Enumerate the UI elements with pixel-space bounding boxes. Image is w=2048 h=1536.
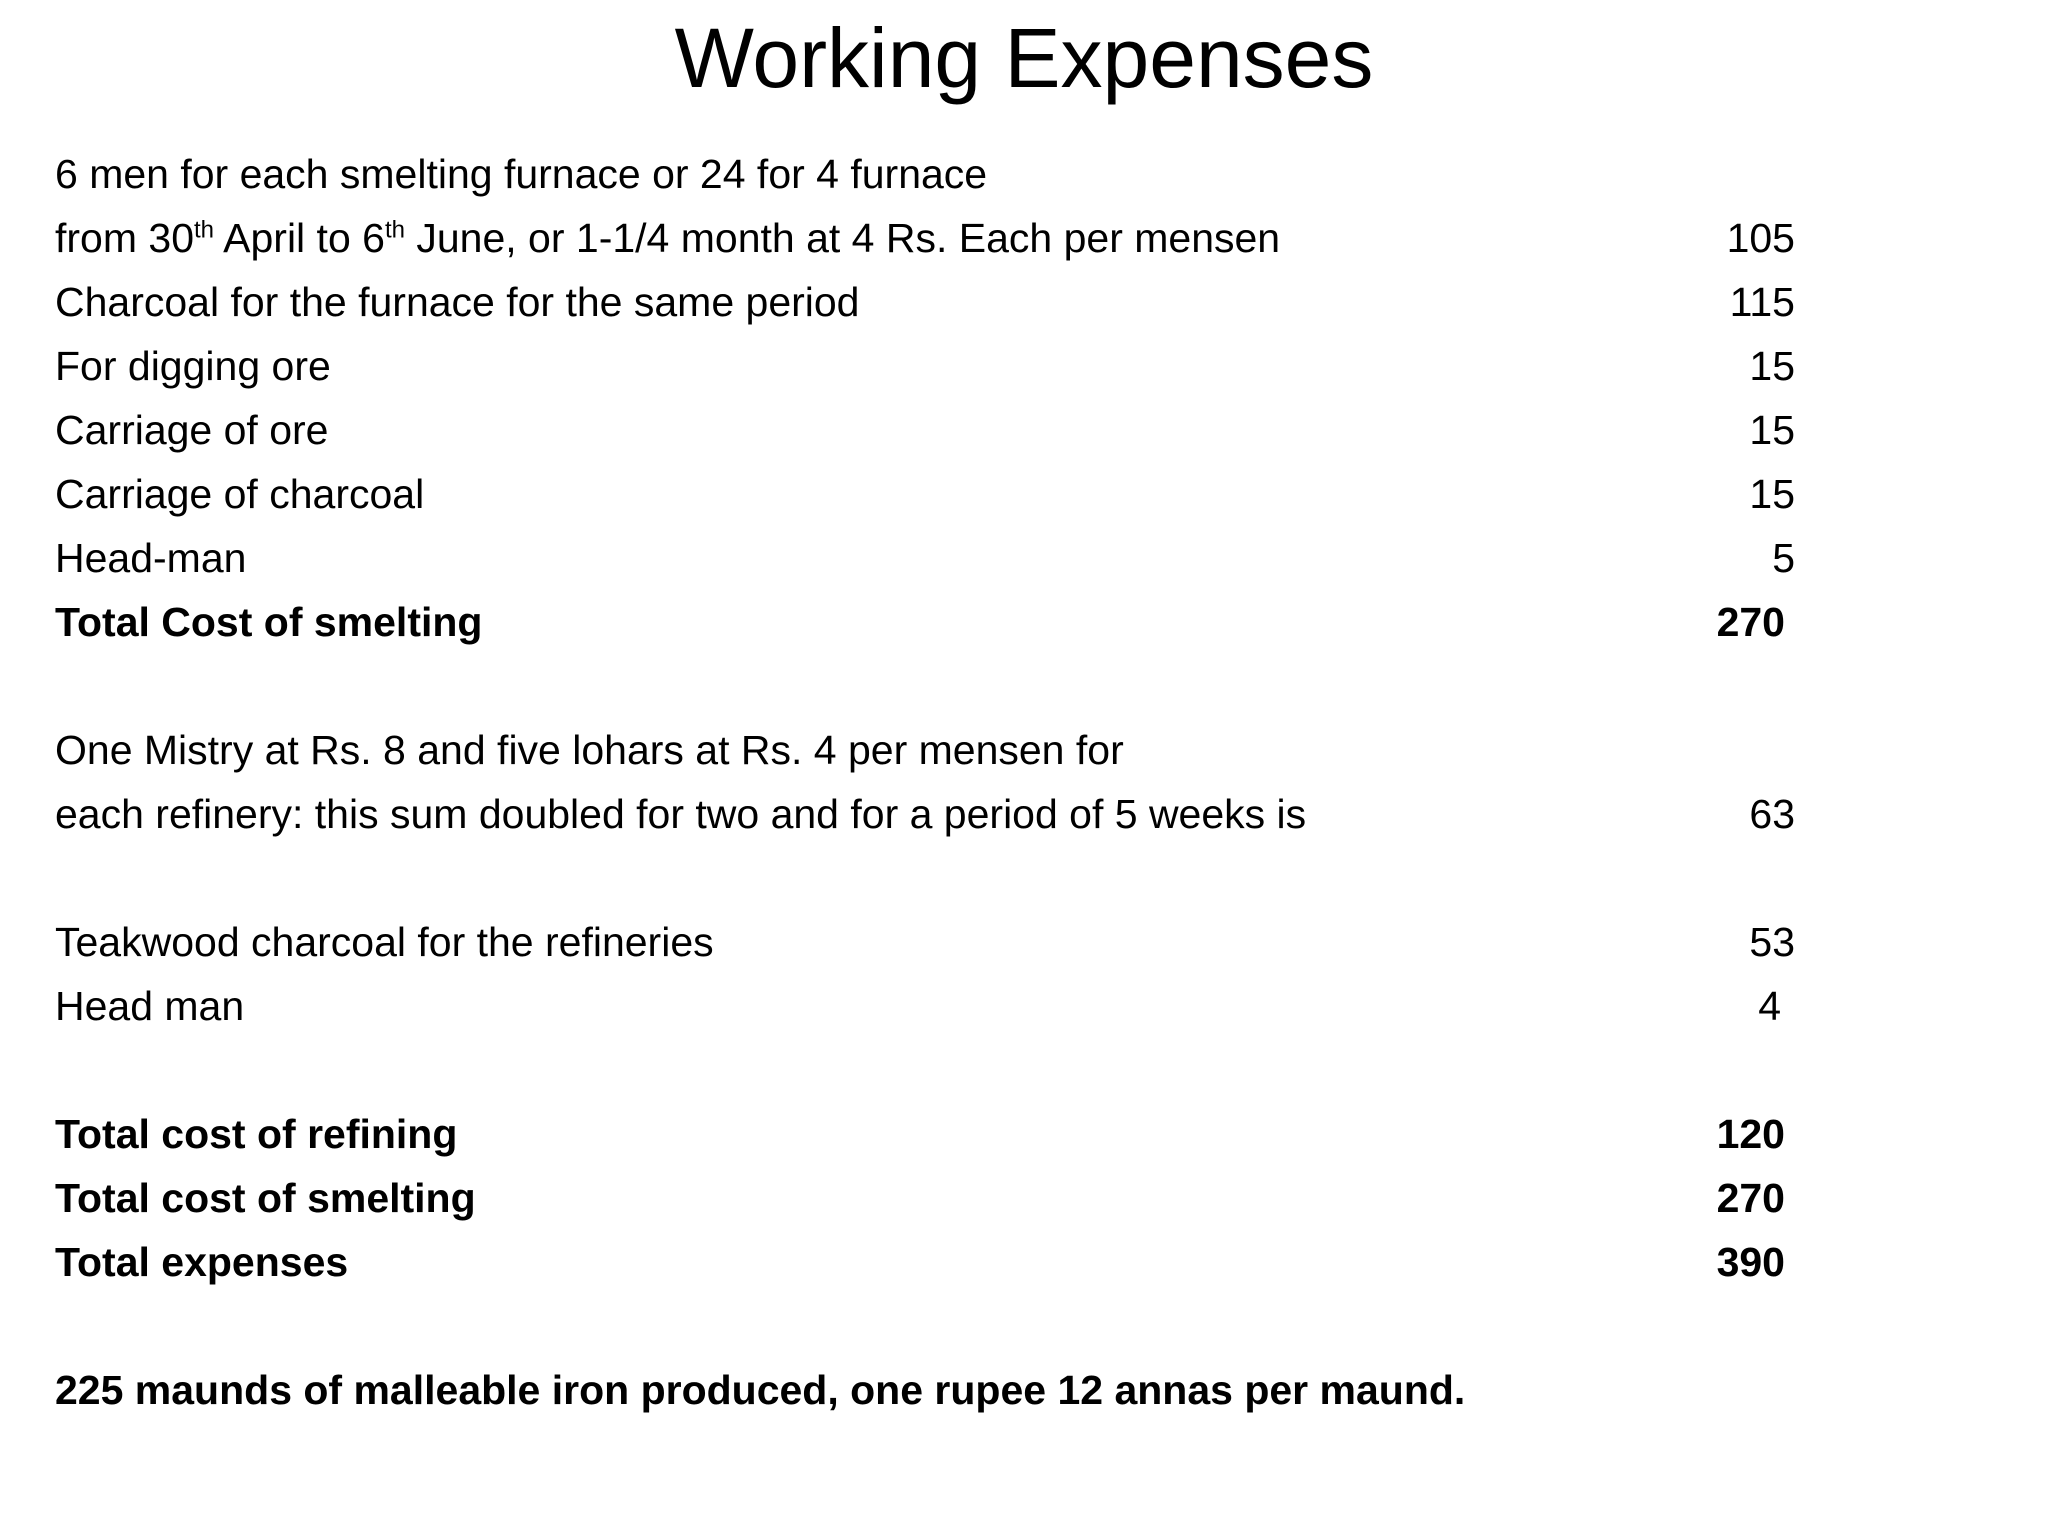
expense-description: each refinery: this sum doubled for two and for a period of 5 weeks is <box>55 791 1307 837</box>
expense-row <box>55 462 1795 526</box>
total-label: Total expenses <box>55 1239 349 1285</box>
expense-description: Head-man <box>55 535 247 581</box>
expense-description: One Mistry at Rs. 8 and five lohars at Rs. 4 per mensen for <box>55 727 1124 773</box>
smelting-total-row <box>55 590 1795 654</box>
expense-description: Head man <box>55 983 245 1029</box>
expense-row <box>55 526 1795 590</box>
expense-row <box>55 270 1795 334</box>
expense-description: Charcoal for the furnace for the same period <box>55 279 860 325</box>
total-amount: 120 <box>1716 1111 1785 1157</box>
grand-total-row <box>55 1230 1795 1294</box>
expense-amount: 63 <box>1749 791 1795 837</box>
expense-description: Teakwood charcoal for the refineries <box>55 919 714 965</box>
expense-row <box>55 718 1795 782</box>
total-amount: 270 <box>1716 1175 1785 1221</box>
expense-amount: 15 <box>1749 471 1795 517</box>
expense-amount: 4 <box>1758 983 1781 1029</box>
expense-amount: 53 <box>1749 919 1795 965</box>
spacer <box>55 1038 1795 1102</box>
spacer <box>55 654 1795 718</box>
spacer <box>55 1294 1795 1358</box>
ordinal-suffix: th <box>194 216 215 244</box>
expense-row <box>55 974 1795 1038</box>
total-amount: 270 <box>1716 599 1785 645</box>
spacer <box>55 846 1795 910</box>
expense-list <box>55 142 1795 1422</box>
expense-amount: 105 <box>1726 215 1795 261</box>
expense-description-part: June, or 1-1/4 month at 4 Rs. Each per mensen <box>404 215 1281 261</box>
expense-description <box>55 206 1280 270</box>
expense-row <box>55 206 1795 270</box>
summary-text: 225 maunds of malleable iron produced, one rupee 12 annas per maund. <box>55 1367 1466 1413</box>
expense-row <box>55 334 1795 398</box>
ordinal-suffix: th <box>384 216 405 244</box>
expense-amount: 15 <box>1749 407 1795 453</box>
expense-row <box>55 142 1795 206</box>
expense-description: For digging ore <box>55 343 331 389</box>
expense-description: Carriage of ore <box>55 407 329 453</box>
expense-row <box>55 398 1795 462</box>
total-label: Total cost of smelting <box>55 1175 476 1221</box>
total-label: Total Cost of smelting <box>55 599 483 645</box>
expense-amount: 5 <box>1772 535 1795 581</box>
total-amount: 390 <box>1716 1239 1785 1285</box>
expense-row <box>55 782 1795 846</box>
expense-amount: 15 <box>1749 343 1795 389</box>
smelting-total-row <box>55 1166 1795 1230</box>
refining-total-row <box>55 1102 1795 1166</box>
total-label: Total cost of refining <box>55 1111 458 1157</box>
expense-amount: 115 <box>1729 279 1795 325</box>
expense-description-part: from 30 <box>55 215 194 261</box>
expense-row <box>55 910 1795 974</box>
expense-description-part: April to 6 <box>214 215 385 261</box>
page-title: Working Expenses <box>674 11 1374 105</box>
production-summary <box>55 1358 1795 1422</box>
expense-description: 6 men for each smelting furnace or 24 for 4 furnace <box>55 151 988 197</box>
expense-description: Carriage of charcoal <box>55 471 425 517</box>
